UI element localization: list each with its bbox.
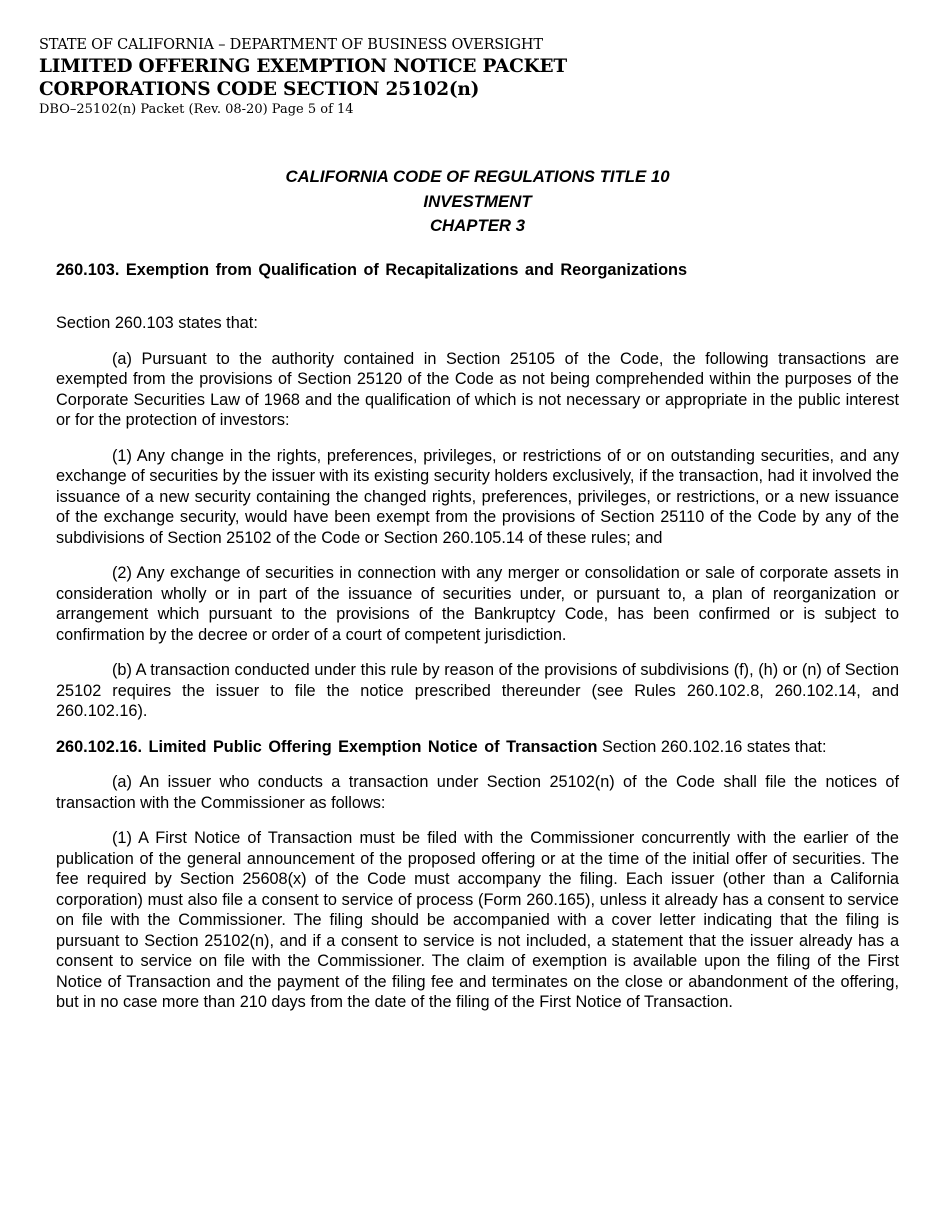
regulation-title-line-3: CHAPTER 3	[429, 216, 526, 235]
section-260-102-16-paragraph-1: (1) A First Notice of Transaction must be filed with the Commissioner concurrently with the earlier of the publication of the general announcement of the proposed offering or at the time of the initial offer of securities. The fee required by Section 25608(x) of the Code must accompany the filing. Each issuer (other than a California corporation) must also file a consent to service of process (Form 260.165), unless it already has a consent to service on file with the Commissioner. The filing should be accompanied with a cover letter indicating that the filing is pursuant to Section 25102(n), and if a consent to service is not included, a statement that the issuer already has a consent to service on file with the Commissioner. The claim of exemption is available upon the filing of the First Notice of Transaction and the payment of the filing fee and terminates on the close or abandonment of the offering, but in no case more than 210 days from the date of the filing of the First Notice of Transaction.	[56, 829, 899, 1011]
section-260-103-heading: 260.103. Exemption from Qualification of Recapitalizations and Reorganizations	[56, 260, 688, 279]
page-header	[39, 35, 567, 119]
section-260-103-paragraph-1: (1) Any change in the rights, preferences, privileges, or restrictions of or on outstanding securities, and any exchange of securities by the issuer with its existing security holders exclusively, if the transaction, had it involved the issuance of a new security containing the changed rights, preferences, privileges, or restrictions, or a new issuance of the exchange security, would have been exempt from the provisions of Section 25110 of the Code by any of the subdivisions of Section 25102 of the Code or Section 260.105.14 of these rules; and	[56, 446, 899, 547]
document-body	[56, 165, 899, 1013]
page-reference: DBO–25102(n) Packet (Rev. 08-20) Page 5 of 14	[39, 102, 354, 117]
section-260-102-16-heading: 260.102.16. Limited Public Offering Exemption Notice of Transaction	[56, 737, 598, 756]
section-260-102-16-paragraph-a: (a) An issuer who conducts a transaction under Section 25102(n) of the Code shall file the notices of transaction with the Commissioner as follows:	[56, 773, 899, 812]
section-260-103-paragraph-b: (b) A transaction conducted under this rule by reason of the provisions of subdivisions (f), (h) or (n) of Section 25102 requires the issuer to file the notice prescribed thereunder (see Rules 260.102.8, 260.102.14, and 260.102.16).	[56, 661, 899, 720]
section-260-103-paragraph-2: (2) Any exchange of securities in connection with any merger or consolidation or sale of corporate assets in consideration wholly or in part of the issuance of securities under, or pursuant to, a plan of reorganization or arrangement which pursuant to the provisions of the Bankruptcy Code, has been confirmed or is subject to confirmation by the decree or order of a court of competent jurisdiction.	[56, 564, 899, 644]
packet-title-line-2: CORPORATIONS CODE SECTION 25102(n)	[39, 79, 480, 100]
regulation-title-line-2: INVESTMENT	[423, 191, 532, 211]
section-260-102-16-heading-line	[56, 737, 899, 758]
section-260-102-16-intro: Section 260.102.16 states that:	[597, 737, 827, 756]
regulation-title	[56, 165, 899, 239]
section-260-103-paragraph-a: (a) Pursuant to the authority contained in Section 25105 of the Code, the following transactions are exempted from the provisions of Section 25120 of the Code as not being comprehended within the purposes of the Corporate Securities Law of 1968 and the qualification of which is not necessary or appropriate in the public interest or for the protection of investors:	[56, 349, 899, 429]
agency-name: STATE OF CALIFORNIA – DEPARTMENT OF BUSINESS OVERSIGHT	[39, 37, 543, 53]
regulation-title-line-1: CALIFORNIA CODE OF REGULATIONS TITLE 10	[285, 167, 670, 186]
packet-title-line-1: LIMITED OFFERING EXEMPTION NOTICE PACKET	[39, 56, 567, 77]
section-260-103-intro: Section 260.103 states that:	[56, 314, 258, 332]
